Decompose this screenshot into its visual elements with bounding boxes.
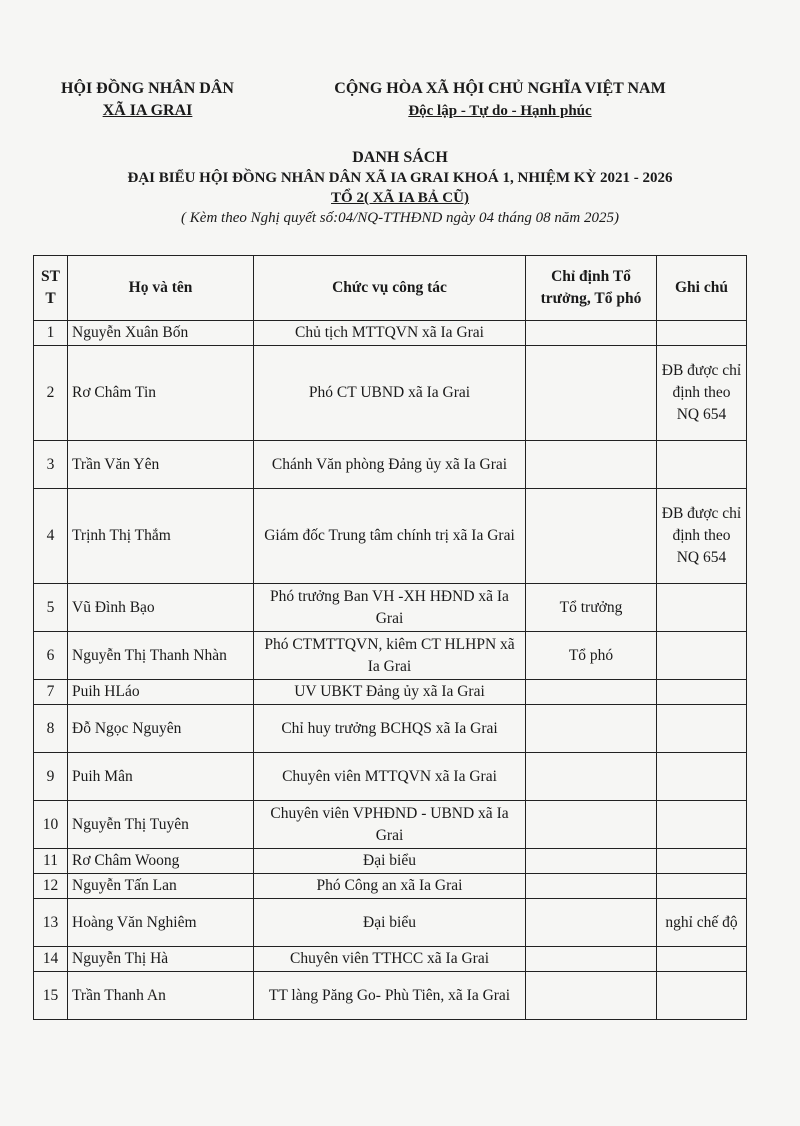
cell-stt: 3 xyxy=(34,441,68,489)
cell-stt: 11 xyxy=(34,849,68,874)
table-row xyxy=(34,947,747,972)
cell-stt: 15 xyxy=(34,972,68,1020)
cell-designation xyxy=(526,849,657,874)
country-name: CỘNG HÒA XÃ HỘI CHỦ NGHĨA VIỆT NAM xyxy=(334,80,666,97)
table-row xyxy=(34,705,747,753)
cell-note xyxy=(657,705,747,753)
cell-stt: 5 xyxy=(34,584,68,632)
cell-name: Nguyễn Xuân Bốn xyxy=(68,321,254,346)
cell-position: Giám đốc Trung tâm chính trị xã Ia Grai xyxy=(254,489,526,584)
header-name: Họ và tên xyxy=(68,256,254,321)
cell-note xyxy=(657,632,747,680)
header-designation: Chỉ định Tổ trưởng, Tổ phó xyxy=(526,256,657,321)
cell-name: Nguyễn Thị Hà xyxy=(68,947,254,972)
cell-stt: 7 xyxy=(34,680,68,705)
cell-name: Rơ Châm Woong xyxy=(68,849,254,874)
table-row xyxy=(34,753,747,801)
motto: Độc lập - Tự do - Hạnh phúc xyxy=(408,103,592,119)
delegate-table xyxy=(33,255,747,1020)
cell-note xyxy=(657,680,747,705)
cell-stt: 8 xyxy=(34,705,68,753)
table-row xyxy=(34,874,747,899)
cell-designation: Tổ trưởng xyxy=(526,584,657,632)
table-row xyxy=(34,680,747,705)
cell-designation xyxy=(526,321,657,346)
cell-position: Phó CT UBND xã Ia Grai xyxy=(254,346,526,441)
cell-stt: 12 xyxy=(34,874,68,899)
national-motto xyxy=(290,78,710,122)
header-position: Chức vụ công tác xyxy=(254,256,526,321)
cell-note xyxy=(657,972,747,1020)
table-header-row xyxy=(34,256,747,321)
cell-designation: Tổ phó xyxy=(526,632,657,680)
cell-designation xyxy=(526,680,657,705)
cell-name: Đỗ Ngọc Nguyên xyxy=(68,705,254,753)
cell-note xyxy=(657,874,747,899)
table-body xyxy=(34,321,747,1020)
cell-note xyxy=(657,801,747,849)
cell-name: Hoàng Văn Nghiêm xyxy=(68,899,254,947)
table-row xyxy=(34,972,747,1020)
cell-note: nghỉ chế độ xyxy=(657,899,747,947)
cell-position: Đại biểu xyxy=(254,849,526,874)
group-title: TỔ 2( XÃ IA BẢ CŨ) xyxy=(331,190,469,206)
cell-position: Chuyên viên VPHĐND - UBND xã Ia Grai xyxy=(254,801,526,849)
cell-position: Phó CTMTTQVN, kiêm CT HLHPN xã Ia Grai xyxy=(254,632,526,680)
cell-stt: 13 xyxy=(34,899,68,947)
cell-name: Trần Văn Yên xyxy=(68,441,254,489)
cell-position: Chỉ huy trưởng BCHQS xã Ia Grai xyxy=(254,705,526,753)
cell-note xyxy=(657,441,747,489)
header-note: Ghi chú xyxy=(657,256,747,321)
cell-designation xyxy=(526,346,657,441)
table-row xyxy=(34,801,747,849)
document-subtitle: ĐẠI BIỂU HỘI ĐỒNG NHÂN DÂN XÃ IA GRAI KHOÁ 1, NHIỆM KỲ 2021 - 2026 xyxy=(127,170,673,186)
cell-stt: 6 xyxy=(34,632,68,680)
cell-position: Phó trưởng Ban VH -XH HĐND xã Ia Grai xyxy=(254,584,526,632)
cell-note: ĐB được chỉ định theo NQ 654 xyxy=(657,346,747,441)
table-row xyxy=(34,632,747,680)
cell-designation xyxy=(526,972,657,1020)
cell-designation xyxy=(526,753,657,801)
cell-position: UV UBKT Đảng ủy xã Ia Grai xyxy=(254,680,526,705)
cell-name: Puih Mân xyxy=(68,753,254,801)
cell-stt: 1 xyxy=(34,321,68,346)
cell-designation xyxy=(526,705,657,753)
authority-name: HỘI ĐỒNG NHÂN DÂN xyxy=(61,80,234,97)
cell-name: Nguyễn Tấn Lan xyxy=(68,874,254,899)
cell-designation xyxy=(526,899,657,947)
table-row xyxy=(34,489,747,584)
cell-stt: 4 xyxy=(34,489,68,584)
cell-designation xyxy=(526,441,657,489)
cell-note xyxy=(657,849,747,874)
cell-designation xyxy=(526,489,657,584)
cell-name: Puih HLáo xyxy=(68,680,254,705)
cell-name: Trần Thanh An xyxy=(68,972,254,1020)
cell-designation xyxy=(526,801,657,849)
table-row xyxy=(34,849,747,874)
table-row xyxy=(34,899,747,947)
cell-designation xyxy=(526,947,657,972)
cell-note xyxy=(657,947,747,972)
table-row xyxy=(34,321,747,346)
cell-stt: 14 xyxy=(34,947,68,972)
resolution-reference: ( Kèm theo Nghị quyết số:04/NQ-TTHĐND ngày 04 tháng 08 năm 2025) xyxy=(181,210,619,226)
cell-position: Chánh Văn phòng Đảng ủy xã Ia Grai xyxy=(254,441,526,489)
document-title: DANH SÁCH xyxy=(352,149,448,166)
cell-stt: 9 xyxy=(34,753,68,801)
cell-position: Chuyên viên MTTQVN xã Ia Grai xyxy=(254,753,526,801)
table-row xyxy=(34,584,747,632)
cell-name: Rơ Châm Tin xyxy=(68,346,254,441)
cell-note xyxy=(657,753,747,801)
cell-name: Nguyễn Thị Tuyên xyxy=(68,801,254,849)
cell-note xyxy=(657,584,747,632)
document-titles xyxy=(40,148,760,228)
cell-designation xyxy=(526,874,657,899)
cell-note xyxy=(657,321,747,346)
cell-name: Vũ Đình Bạo xyxy=(68,584,254,632)
authority-commune: XÃ IA GRAI xyxy=(102,102,193,119)
cell-name: Nguyễn Thị Thanh Nhàn xyxy=(68,632,254,680)
header-stt: ST T xyxy=(34,256,68,321)
cell-position: Chủ tịch MTTQVN xã Ia Grai xyxy=(254,321,526,346)
cell-note: ĐB được chỉ định theo NQ 654 xyxy=(657,489,747,584)
cell-position: Phó Công an xã Ia Grai xyxy=(254,874,526,899)
cell-stt: 10 xyxy=(34,801,68,849)
cell-stt: 2 xyxy=(34,346,68,441)
table-row xyxy=(34,441,747,489)
cell-position: TT làng Păng Go- Phù Tiên, xã Ia Grai xyxy=(254,972,526,1020)
table-row xyxy=(34,346,747,441)
cell-position: Đại biểu xyxy=(254,899,526,947)
cell-name: Trịnh Thị Thắm xyxy=(68,489,254,584)
cell-position: Chuyên viên TTHCC xã Ia Grai xyxy=(254,947,526,972)
issuing-authority xyxy=(40,78,255,122)
